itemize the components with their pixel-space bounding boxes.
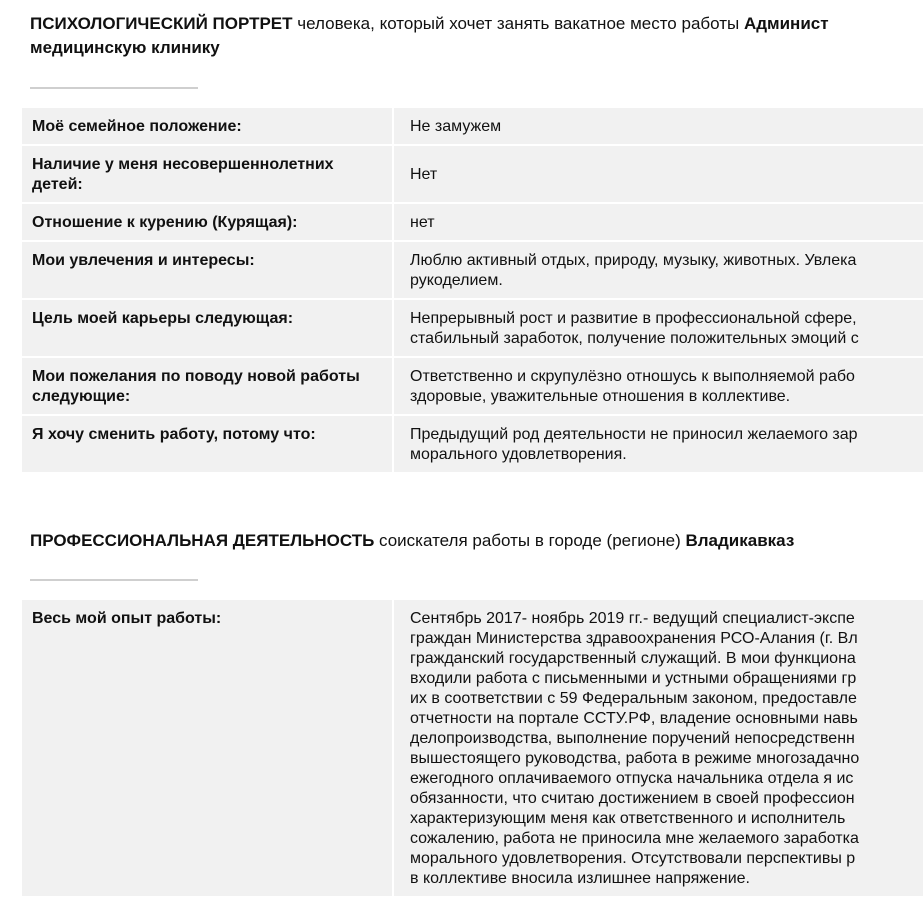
table-row: [22, 358, 923, 416]
row-label: Моё семейное положение:: [22, 108, 394, 144]
portrait-heading-position: Админист: [743, 14, 829, 33]
table-row: [22, 416, 923, 474]
professional-heading-bold: ПРОФЕССИОНАЛЬНАЯ ДЕЯТЕЛЬНОСТЬ: [30, 531, 375, 550]
experience-table: [22, 600, 923, 896]
row-value: Люблю активный отдых, природу, музыку, животных. Увлека рукоделием.: [410, 252, 857, 289]
table-row: [22, 300, 923, 358]
row-value: Сентябрь 2017- ноябрь 2019 гг.- ведущий специалист-экспе граждан Министерства здравоохранения РСО-Алания (г. Вл гражданский государственный служащий. В мои функциона входили работа с письменными и устными обращениями гр их в соответствии с 59 Федеральным законом, предоставле отчетности на портале ССТУ.РФ, владение основными навь делопроизводства, выполнение поручений непосредственн вышестоящего руководства, работа в режиме многозадачно ежегодного оплачиваемого отпуска начальника отдела я ис обязанности, что считаю достижением в своей профессион характеризующим меня как ответственного и исполнитель сожалению, работа не приносила мне желаемого заработка морального удовлетворения. Отсутствовали перспективы р в коллективе вносила излишнее напряжение.: [410, 610, 860, 887]
portrait-heading-text: человека, который хочет занять вакатное место работы: [292, 14, 744, 33]
row-value: Нет: [410, 166, 438, 183]
professional-heading: [30, 529, 923, 553]
row-value: нет: [410, 214, 435, 231]
row-label: Я хочу сменить работу, потому что:: [22, 416, 394, 472]
professional-heading-city: Владикавказ: [685, 531, 795, 550]
professional-heading-text: соискателя работы в городе (регионе): [374, 531, 686, 550]
row-value: Не замужем: [410, 118, 502, 135]
table-row: [22, 242, 923, 300]
table-row: [22, 146, 923, 204]
row-label: Весь мой опыт работы:: [22, 600, 394, 896]
row-value: Ответственно и скрупулёзно отношусь к выполняемой рабо здоровые, уважительные отношения в коллективе.: [410, 368, 855, 405]
section-divider: [30, 579, 198, 581]
row-value: Непрерывный рост и развитие в профессиональной сфере, стабильный заработок, получение положительных эмоций с: [410, 310, 859, 347]
row-label: Отношение к курению (Курящая):: [22, 204, 394, 240]
portrait-heading-bold: ПСИХОЛОГИЧЕСКИЙ ПОРТРЕТ: [30, 14, 293, 33]
section-divider: [30, 87, 198, 89]
row-value: Предыдущий род деятельности не приносил желаемого зар морального удовлетворения.: [410, 426, 858, 463]
row-label: Мои пожелания по поводу новой работы следующие:: [22, 358, 394, 414]
table-row: [22, 204, 923, 242]
row-label: Наличие у меня несовершеннолетних детей:: [22, 146, 394, 202]
portrait-heading: [30, 12, 923, 60]
table-row: [22, 108, 923, 146]
row-label: Мои увлечения и интересы:: [22, 242, 394, 298]
row-label: Цель моей карьеры следующая:: [22, 300, 394, 356]
portrait-heading-line2: медицинскую клинику: [30, 38, 220, 57]
table-row: [22, 600, 923, 896]
portrait-table: [22, 108, 923, 474]
